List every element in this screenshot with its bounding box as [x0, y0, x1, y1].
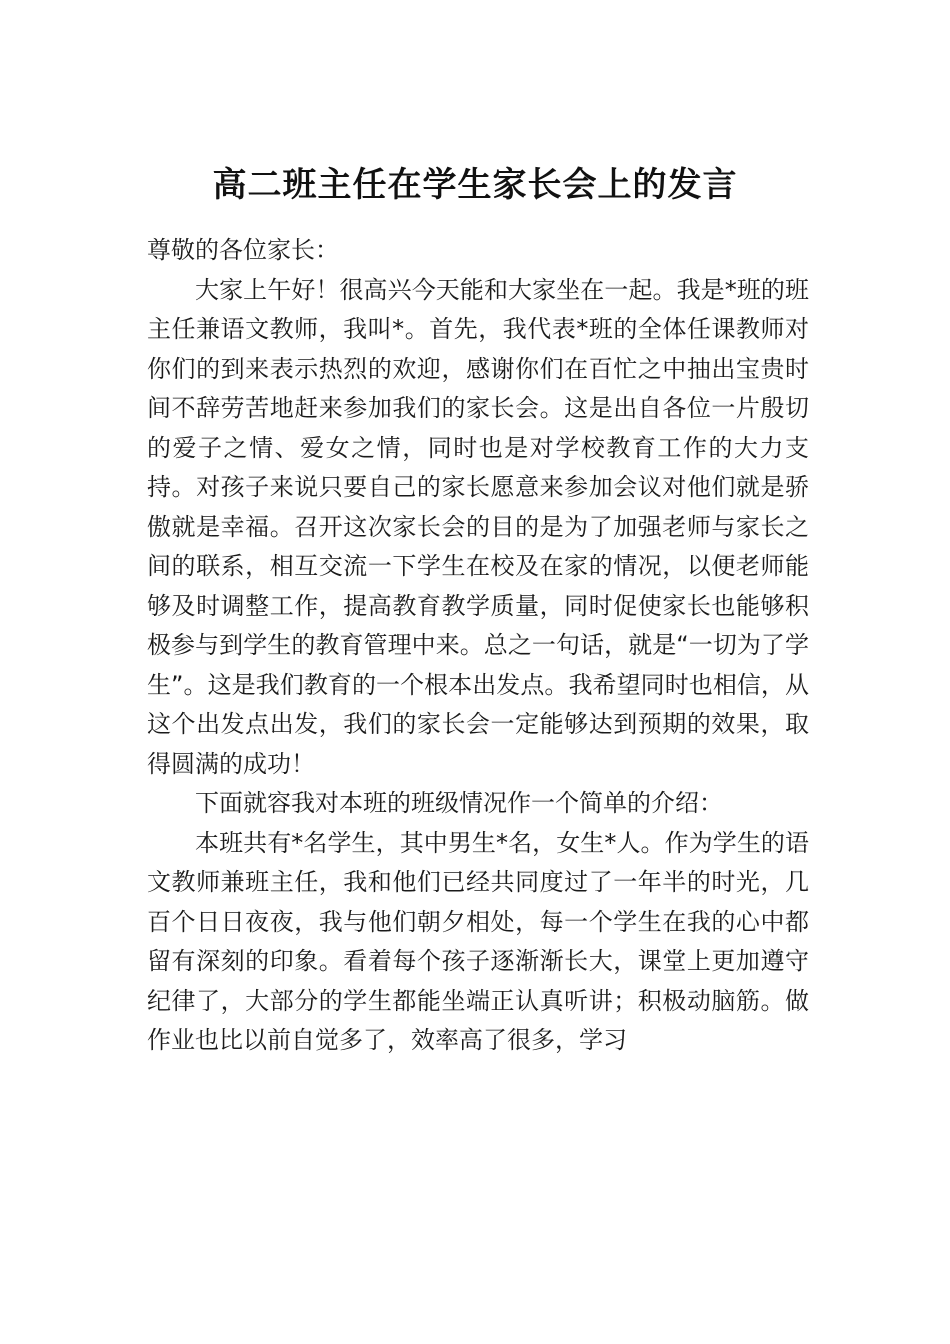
paragraph-greeting: 大家上午好！很高兴今天能和大家坐在一起。我是*班的班主任兼语文教师，我叫*。首先，我代表*班的全体任课教师对你们的到来表示热烈的欢迎，感谢你们在百忙之中抽出宝贵时间不辞劳苦地赶来参加我们的家长会。这是出自各位一片殷切的爱子之情、爱女之情，同时也是对学校教育工作的大力支持。对孩子来说只要自己的家长愿意来参加会议对他们就是骄傲就是幸福。召开这次家长会的目的是为了加强老师与家长之间的联系，相互交流一下学生在校及在家的情况，以便老师能够及时调整工作，提高教育教学质量，同时促使家长也能够积极参与到学生的教育管理中来。总之一句话，就是“一切为了学生”。这是我们教育的一个根本出发点。我希望同时也相信，从这个出发点出发，我们的家长会一定能够达到预期的效果，取得圆满的成功！ [147, 275, 809, 778]
salutation: 尊敬的各位家长： [147, 236, 339, 264]
document-title: 高二班主任在学生家长会上的发言 [212, 165, 738, 205]
paragraph-class-overview: 本班共有*名学生，其中男生*名，女生*人。作为学生的语文教师兼班主任，我和他们已经共同度过了一年半的时光，几百个日日夜夜，我与他们朝夕相处，每一个学生在我的心中都留有深刻的印象。看着每个孩子逐渐渐长大，课堂上更加遵守纪律了，大部分的学生都能坐端正认真听讲；积极动脑筋。做作业也比以前自觉多了，效率高了很多，学习 [147, 828, 809, 1054]
document-body [147, 231, 809, 1061]
paragraph-introduction: 下面就容我对本班的班级情况作一个简单的介绍： [195, 789, 723, 817]
